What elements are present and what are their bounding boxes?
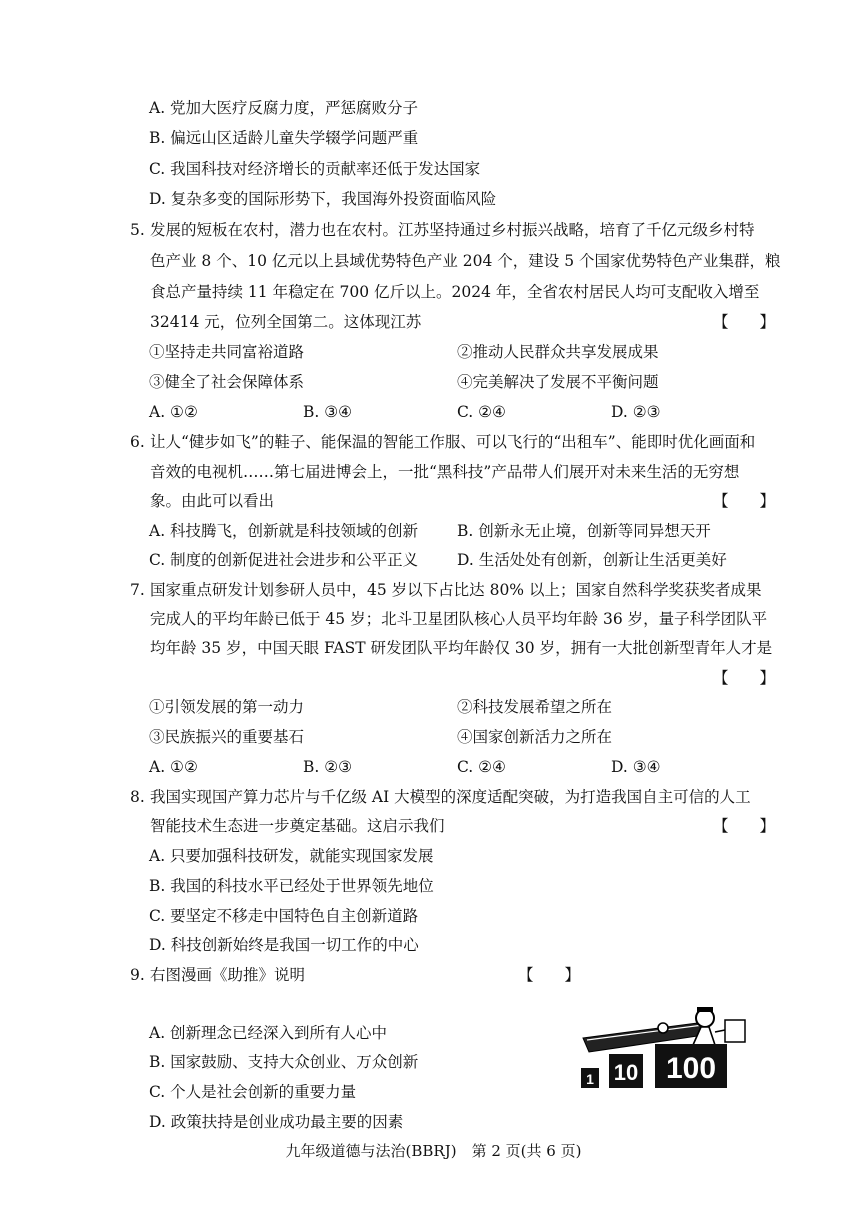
q5-item-1: ①坚持走共同富裕道路 <box>149 343 305 361</box>
q8-number: 8. <box>130 788 145 806</box>
q9-option-d: D. 政策扶持是创业成功最主要的因素 <box>149 1113 404 1131</box>
q5-choice-a: A. ①② <box>149 403 198 421</box>
q4-option-d: D. 复杂多变的国际形势下，我国海外投资面临风险 <box>149 190 497 208</box>
q5-choice-c: C. ②④ <box>457 403 506 421</box>
q7-stem-line-2: 完成人的平均年龄已低于 45 岁；北斗卫星团队核心人员平均年龄 36 岁，量子科学团队平 <box>150 610 768 628</box>
q6-stem-line-3: 象。由此可以看出 <box>150 492 275 510</box>
page-footer: 九年级道德与法治(BBRJ) 第 2 页(共 6 页) <box>285 1142 582 1160</box>
q7-choice-d: D. ③④ <box>611 758 661 776</box>
q8-stem-line-1: 我国实现国产算力芯片与千亿级 AI 大模型的深度适配突破，为打造我国自主可信的人工 <box>150 788 751 806</box>
q6-stem-line-1: 让人“健步如飞”的鞋子、能保温的智能工作服、可以飞行的“出租车”、能即时优化画面和 <box>150 433 756 451</box>
q4-option-b: B. 偏远山区适龄儿童失学辍学问题严重 <box>149 129 419 147</box>
q5-choice-d: D. ②③ <box>611 403 661 421</box>
zhutui-cartoon-image <box>575 1000 755 1090</box>
q8-option-c: C. 要坚定不移走中国特色自主创新道路 <box>149 907 419 925</box>
q7-number: 7. <box>130 581 145 599</box>
q6-option-c: C. 制度的创新促进社会进步和公平正义 <box>149 551 419 569</box>
q9-answer-bracket: 【 】 <box>518 966 581 984</box>
q5-item-2: ②推动人民群众共享发展成果 <box>457 343 659 361</box>
q5-item-3: ③健全了社会保障体系 <box>149 373 305 391</box>
q5-answer-bracket: 【 】 <box>713 313 776 331</box>
q7-stem-line-3: 均年龄 35 岁，中国天眼 FAST 研发团队平均年龄仅 30 岁，拥有一大批创新型青年人才是 <box>150 639 773 657</box>
q6-number: 6. <box>130 433 145 451</box>
q9-stem: 右图漫画《助推》说明 <box>150 966 306 984</box>
q6-answer-bracket: 【 】 <box>713 492 776 510</box>
q5-number: 5. <box>130 221 145 239</box>
q7-item-3: ③民族振兴的重要基石 <box>149 728 305 746</box>
q5-stem-line-2: 色产业 8 个、10 亿元以上县域优势特色产业 204 个，建设 5 个国家优势特色产业集群，粮 <box>150 252 781 270</box>
q6-option-b: B. 创新永无止境，创新等同异想天开 <box>457 522 711 540</box>
q9-option-a: A. 创新理念已经深入到所有人心中 <box>149 1024 388 1042</box>
q8-option-a: A. 只要加强科技研发，就能实现国家发展 <box>149 847 434 865</box>
svg-text:1: 1 <box>586 1071 594 1087</box>
svg-text:10: 10 <box>613 1060 639 1085</box>
q7-choice-b: B. ②③ <box>303 758 353 776</box>
q5-item-4: ④完美解决了发展不平衡问题 <box>457 373 659 391</box>
q5-choice-b: B. ③④ <box>303 403 353 421</box>
cartoon-number-blocks <box>581 1044 727 1088</box>
q5-stem-line-1: 发展的短板在农村，潜力也在农村。江苏坚持通过乡村振兴战略，培育了千亿元级乡村特 <box>150 221 755 239</box>
q5-stem-line-4: 32414 元，位列全国第二。这体现江苏 <box>150 313 422 331</box>
q9-option-c: C. 个人是社会创新的重要力量 <box>149 1083 357 1101</box>
q7-answer-bracket: 【 】 <box>713 669 776 687</box>
svg-text:100: 100 <box>665 1052 717 1085</box>
q8-option-d: D. 科技创新始终是我国一切工作的中心 <box>149 936 419 954</box>
q7-item-2: ②科技发展希望之所在 <box>457 698 613 716</box>
q7-stem-line-1: 国家重点研发计划参研人员中，45 岁以下占比达 80% 以上；国家自然科学奖获奖者成果 <box>150 581 762 599</box>
q8-answer-bracket: 【 】 <box>713 817 776 835</box>
q5-stem-line-3: 食总产量持续 11 年稳定在 700 亿斤以上。2024 年，全省农村居民人均可支配收入增至 <box>150 283 760 301</box>
q8-option-b: B. 我国的科技水平已经处于世界领先地位 <box>149 877 434 895</box>
q6-stem-line-2: 音效的电视机……第七届进博会上，一批“黑科技”产品带人们展开对未来生活的无穷想 <box>150 463 740 481</box>
q9-number: 9. <box>130 966 145 984</box>
q9-option-b: B. 国家鼓励、支持大众创业、万众创新 <box>149 1053 419 1071</box>
q4-option-c: C. 我国科技对经济增长的贡献率还低于发达国家 <box>149 160 481 178</box>
q8-stem-line-2: 智能技术生态进一步奠定基础。这启示我们 <box>150 817 445 835</box>
q7-choice-c: C. ②④ <box>457 758 506 776</box>
q6-option-d: D. 生活处处有创新，创新让生活更美好 <box>457 551 727 569</box>
q4-option-a: A. 党加大医疗反腐力度，严惩腐败分子 <box>149 99 419 117</box>
q6-option-a: A. 科技腾飞，创新就是科技领域的创新 <box>149 522 419 540</box>
q7-item-1: ①引领发展的第一动力 <box>149 698 305 716</box>
q7-item-4: ④国家创新活力之所在 <box>457 728 613 746</box>
q7-choice-a: A. ①② <box>149 758 198 776</box>
